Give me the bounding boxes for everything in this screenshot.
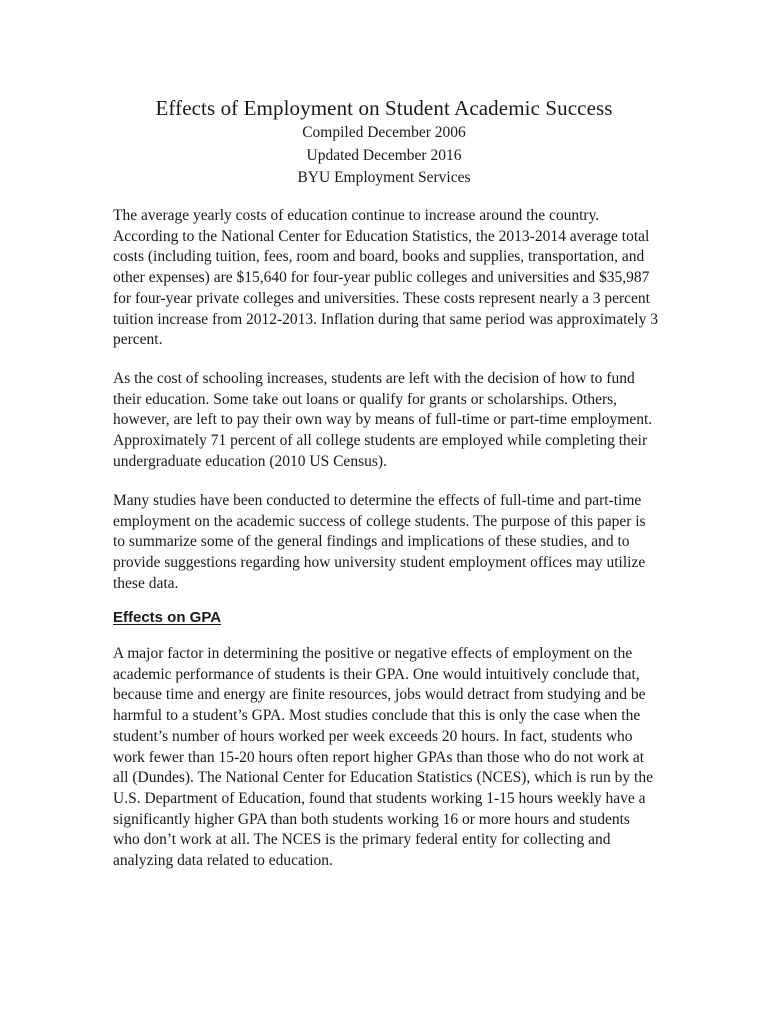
compiled-date: Compiled December 2006 (302, 124, 466, 141)
organization-name: BYU Employment Services (297, 169, 471, 186)
document-header (0, 94, 768, 190)
intro-paragraph-purpose: Many studies have been conducted to determine the effects of full-time and part-time employment on the academic success of college students. The purpose of this paper is to summarize some of the general findings and implications of these studies, and to provide suggestions regarding how university student employment offices may utilize these data. (113, 492, 646, 592)
intro-paragraph-funding: As the cost of schooling increases, students are left with the decision of how to fund their education. Some take out loans or qualify for grants or scholarships. Others, however, are left to pay their own way by means of full-time or part-time employment. Approximately 71 percent of all college students are employed while completing their undergraduate education (2010 US Census). (113, 370, 653, 470)
updated-date: Updated December 2016 (306, 146, 462, 164)
document-title: Effects of Employment on Student Academic Success (155, 96, 613, 120)
section-heading-gpa: Effects on GPA (113, 609, 222, 626)
intro-paragraph-costs: The average yearly costs of education continue to increase around the country. According to the National Center for Education Statistics, the 2013-2014 average total costs (including tuition, fees, room and board, books and supplies, transportation, and other expenses) are $15,640 for four-year public colleges and universities and $35,987 for four-year private colleges and universities. These costs represent nearly a 3 percent tuition increase from 2012-2013. Inflation during that same period was approximately 3 percent. (113, 207, 658, 349)
gpa-paragraph: A major factor in determining the positive or negative effects of employment on the academic performance of students is their GPA. One would intuitively conclude that, because time and energy are finite resources, jobs would detract from studying and be harmful to a student’s GPA. Most studies conclude that this is only the case when the student’s number of hours worked per week exceeds 20 hours. In fact, students who work fewer than 15-20 hours often report higher GPAs than those who do not work at all (Dundes). The National Center for Education Statistics (NCES), which is run by the U.S. Department of Education, found that students working 1-15 hours weekly have a significantly higher GPA than both students working 16 or more hours and students who don’t work at all. The NCES is the primary federal entity for collecting and analyzing data related to education. (113, 645, 653, 870)
